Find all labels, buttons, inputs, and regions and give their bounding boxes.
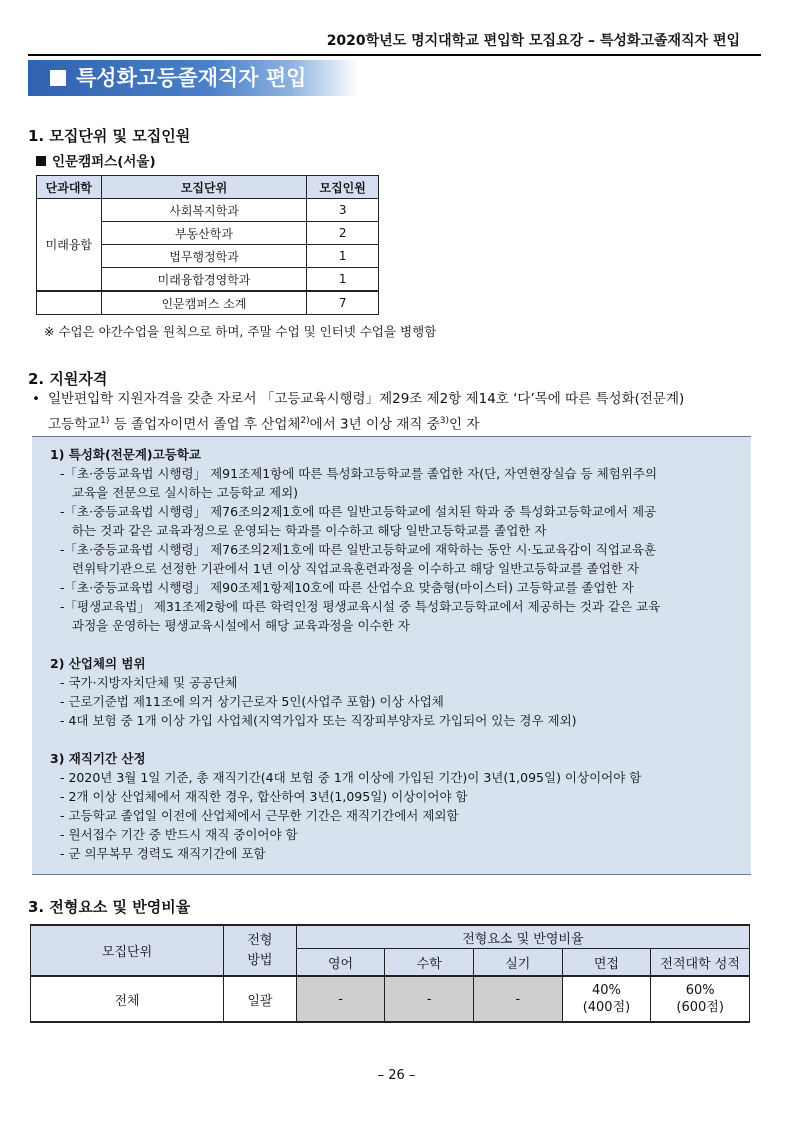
subtotal-label: 인문캠퍼스 소계 — [101, 291, 307, 315]
count-cell: 1 — [307, 268, 379, 292]
count-cell: 2 — [307, 222, 379, 245]
table-row — [37, 199, 379, 222]
box-heading: 3) 재직기간 산정 — [50, 751, 146, 766]
recruit-table — [36, 175, 379, 315]
section1-title: 1. 모집단위 및 모집인원 — [28, 127, 191, 145]
box-line: 교육을 전문으로 실시하는 고등학교 제외) — [72, 485, 299, 500]
unit-cell: 미래융합경영학과 — [101, 268, 307, 292]
table-header: 모집단위 — [31, 925, 224, 976]
table-header: 단과대학 — [37, 176, 102, 199]
practical-cell: - — [473, 976, 562, 1022]
college-cell: 미래융합 — [37, 199, 102, 292]
table-header: 전적대학 성적 — [651, 949, 750, 977]
box-heading: 2) 산업체의 범위 — [50, 656, 146, 671]
box-line: - 고등학교 졸업일 이전에 산업체에서 근무한 기간은 재직기간에서 제외함 — [60, 808, 459, 823]
unit-cell: 법무행정학과 — [101, 245, 307, 268]
header-divider — [28, 54, 761, 56]
subtotal-count: 7 — [307, 291, 379, 315]
box-line: -「초·중등교육법 시행령」 제91조제1항에 따른 특성화고등학교를 졸업한 자(단, 자연현장실습 등 체험위주의 — [60, 466, 658, 481]
table-header: 전형요소 및 반영비율 — [296, 925, 749, 949]
square-bullet-icon — [36, 156, 46, 166]
box-line: - 2개 이상 산업체에서 재직한 경우, 합산하여 3년(1,095일) 이상이어야 함 — [60, 789, 468, 804]
eligibility-line-2: 고등학교$^{1)}$ 등 졸업자이면서 졸업 후 산업체$^{2)}$에서 3년 이상 재직 중$^{3)}$인 자 — [48, 416, 480, 433]
count-cell: 3 — [307, 199, 379, 222]
box-content — [50, 445, 741, 863]
section3-title: 3. 전형요소 및 반영비율 — [28, 898, 191, 916]
box-line: 과정을 운영하는 평생교육시설에서 해당 교육과정을 이수한 자 — [72, 618, 410, 633]
box-line: - 국가·지방자치단체 및 공공단체 — [60, 675, 238, 690]
table-row — [31, 976, 750, 1022]
box-line: 하는 것과 같은 교육과정으로 운영되는 학과를 이수하고 해당 일반고등학교를 졸업한 자 — [72, 523, 547, 538]
box-line: - 근로기준법 제11조에 의거 상기근로자 5인(사업주 포함) 이상 사업체 — [60, 694, 444, 709]
section2-title: 2. 지원자격 — [28, 370, 108, 388]
box-line: -「초·중등교육법 시행령」 제76조의2제1호에 따른 일반고등학교에 설치된 학과 중 특성화고등학교에서 제공 — [60, 504, 657, 519]
box-heading: 1) 특성화(전문계)고등학교 — [50, 447, 201, 462]
method-cell: 일괄 — [224, 976, 297, 1022]
empty-cell — [37, 291, 102, 315]
banner-title: 특성화고등졸재직자 편입 — [76, 66, 307, 90]
campus-label: 인문캠퍼스(서울) — [36, 150, 156, 170]
subtotal-row — [37, 291, 379, 315]
unit-cell: 전체 — [31, 976, 224, 1022]
math-cell: - — [385, 976, 474, 1022]
box-line: -「초·중등교육법 시행령」 제76조의2제1호에 따른 일반고등학교에 재학하는 동안 시·도교육감이 직업교육훈 — [60, 542, 657, 557]
box-line: 련위탁기관으로 선정한 기관에서 1년 이상 직업교육훈련과정을 이수하고 해당 일반고등학교를 졸업한 자 — [72, 561, 639, 576]
count-cell: 1 — [307, 245, 379, 268]
square-bullet-icon — [50, 70, 66, 86]
table-header-row — [31, 925, 750, 949]
table-header: 영어 — [296, 949, 385, 977]
table-header: 모집인원 — [307, 176, 379, 199]
grades-cell: 60% (600점) — [651, 976, 750, 1022]
page-number: – 26 – — [377, 1068, 416, 1083]
interview-cell: 40% (400점) — [562, 976, 651, 1022]
box-line: -「초·중등교육법 시행령」 제90조제1항제10호에 따른 산업수요 맞춤형(마이스터) 고등학교를 졸업한 자 — [60, 580, 634, 595]
table-header: 모집단위 — [101, 176, 307, 199]
bullet-dot: • — [32, 391, 40, 407]
table-header-row — [37, 176, 379, 199]
table-header: 면접 — [562, 949, 651, 977]
unit-cell: 부동산학과 — [101, 222, 307, 245]
page-header-title: 2020학년도 명지대학교 편입학 모집요강 – 특성화고졸재직자 편입 — [326, 33, 740, 49]
section-banner — [28, 60, 358, 96]
class-note: ※ 수업은 야간수업을 원칙으로 하며, 주말 수업 및 인터넷 수업을 병행함 — [44, 324, 437, 339]
eligibility-line-1: 일반편입학 지원자격을 갖춘 자로서 「고등교육시행령」제29조 제2항 제14호 ‘다’목에 따른 특성화(전문계) — [48, 391, 685, 407]
eligibility-detail-box — [32, 436, 751, 875]
selection-table — [30, 924, 750, 1023]
box-line: - 2020년 3월 1일 기준, 총 재직기간(4대 보험 중 1개 이상에 가입된 기간)이 3년(1,095일) 이상이어야 함 — [60, 770, 642, 785]
english-cell: - — [296, 976, 385, 1022]
box-line: - 군 의무복무 경력도 재직기간에 포함 — [60, 846, 266, 861]
table-header: 수학 — [385, 949, 474, 977]
box-line: - 4대 보험 중 1개 이상 가입 사업체(지역가입자 또는 직장피부양자로 가입되어 있는 경우 제외) — [60, 713, 577, 728]
table-header: 전형 방법 — [224, 925, 297, 976]
box-line: - 원서접수 기간 중 반드시 재직 중이어야 함 — [60, 827, 298, 842]
table-header: 실기 — [473, 949, 562, 977]
box-line: -「평생교육법」 제31조제2항에 따른 학력인정 평생교육시설 중 특성화고등학교에서 제공하는 것과 같은 교육 — [60, 599, 661, 614]
unit-cell: 사회복지학과 — [101, 199, 307, 222]
